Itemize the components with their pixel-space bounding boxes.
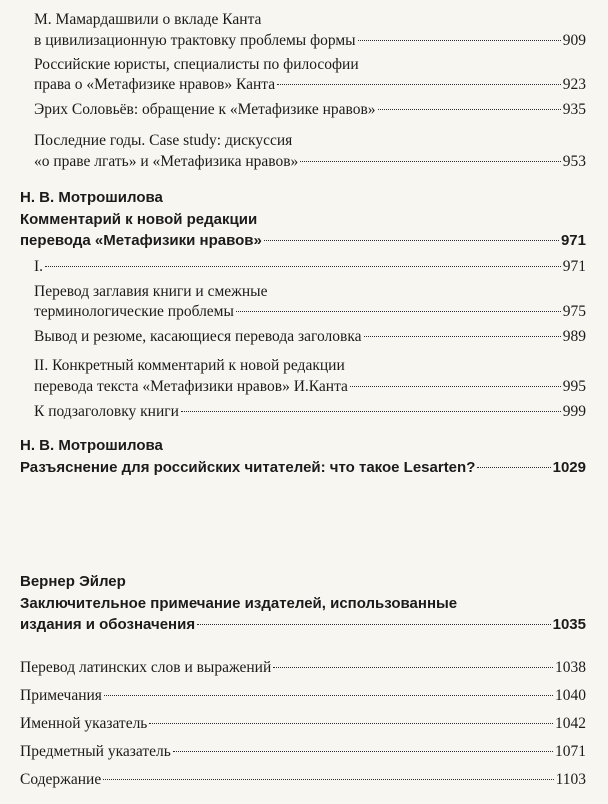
dot-leader (300, 161, 560, 162)
dot-leader (273, 667, 553, 668)
back-matter-3-page: 1042 (555, 715, 586, 732)
section2-title: Разъяснение для российских читателей: что такое Lesarten? (20, 459, 476, 476)
dot-leader (264, 240, 559, 241)
dot-leader (181, 411, 561, 412)
toc-entry (34, 31, 586, 51)
dot-leader (378, 109, 561, 110)
section1-item-3-page: 989 (562, 328, 586, 345)
section1-item-5: К подзаголовку книги (34, 403, 179, 420)
entry-4-page: 953 (562, 153, 586, 170)
toc-entry (34, 257, 586, 277)
toc-section-title (20, 458, 586, 478)
section2-author: Н. В. Мотрошилова (20, 437, 163, 454)
dot-leader (149, 723, 553, 724)
toc-entry (34, 402, 586, 422)
toc-entry (34, 152, 586, 172)
section1-title-line2: перевода «Метафизики нравов» (20, 232, 262, 249)
section1-item-5-page: 999 (562, 403, 586, 420)
entry-2-page: 923 (562, 76, 586, 93)
back-matter-2: Примечания (20, 687, 102, 704)
toc-entry (34, 302, 586, 322)
dot-leader (197, 624, 551, 625)
back-matter-5: Содержание (20, 771, 102, 788)
section1-item-1-page: 971 (562, 258, 586, 275)
dot-leader (236, 311, 561, 312)
toc-entry (34, 327, 586, 347)
back-matter-2-page: 1040 (555, 687, 586, 704)
dot-leader (358, 40, 561, 41)
back-matter-1-page: 1038 (555, 659, 586, 676)
toc-entry (20, 686, 586, 706)
back-matter-3: Именной указатель (20, 715, 148, 732)
toc-entry (34, 75, 586, 95)
dot-leader (103, 779, 553, 780)
section3-title-line2: издания и обозначения (20, 616, 196, 633)
entry-1-line1: М. Мамардашвили о вкладе Канта (34, 11, 262, 28)
toc-entry (20, 658, 586, 678)
entry-2-line2: права о «Метафизике нравов» Канта (34, 76, 276, 93)
entry-1-page: 909 (562, 32, 586, 49)
section1-page: 971 (560, 232, 586, 249)
section3-author: Вернер Эйлер (20, 573, 126, 590)
toc-entry (20, 714, 586, 734)
toc-entry (34, 100, 586, 120)
entry-2-line1: Российские юристы, специалисты по философии (34, 56, 359, 73)
section2-page: 1029 (552, 459, 586, 476)
toc-entry (34, 377, 586, 397)
dot-leader (173, 751, 553, 752)
entry-3-line2: Эрих Соловьёв: обращение к «Метафизике нравов» (34, 101, 376, 118)
section1-item-2-line2: терминологические проблемы (34, 303, 234, 320)
section1-item-4-line1: II. Конкретный комментарий к новой редакции (34, 357, 345, 374)
section1-item-3: Вывод и резюме, касающиеся перевода заголовка (34, 328, 362, 345)
section1-item-4-line2: перевода текста «Метафизики нравов» И.Канта (34, 378, 348, 395)
entry-4-line2: «о праве лгать» и «Метафизика нравов» (34, 153, 299, 170)
dot-leader (364, 336, 561, 337)
section1-item-2-line1: Перевод заглавия книги и смежные (34, 283, 268, 300)
dot-leader (277, 84, 561, 85)
entry-1-line2: в цивилизационную трактовку проблемы формы (34, 32, 356, 49)
section1-title-line1: Комментарий к новой редакции (20, 211, 258, 228)
toc-entry (20, 770, 586, 790)
toc-section-title (20, 615, 586, 635)
dot-leader (45, 266, 561, 267)
entry-3-page: 935 (562, 101, 586, 118)
back-matter-4: Предметный указатель (20, 743, 171, 760)
dot-leader (104, 695, 553, 696)
back-matter-4-page: 1071 (555, 743, 586, 760)
back-matter-1: Перевод латинских слов и выражений (20, 659, 272, 676)
section1-item-4-page: 995 (562, 378, 586, 395)
toc-entry (20, 742, 586, 762)
section1-item-1: I. (34, 258, 44, 275)
dot-leader (477, 467, 550, 468)
back-matter-5-page: 1103 (555, 771, 586, 788)
toc-section-title (20, 231, 586, 251)
section3-title-line1: Заключительное примечание издателей, использованные (20, 595, 458, 612)
section3-page: 1035 (552, 616, 586, 633)
section1-item-2-page: 975 (562, 303, 586, 320)
entry-4-line1: Последние годы. Case study: дискуссия (34, 132, 293, 149)
section1-author: Н. В. Мотрошилова (20, 189, 163, 206)
dot-leader (350, 386, 561, 387)
